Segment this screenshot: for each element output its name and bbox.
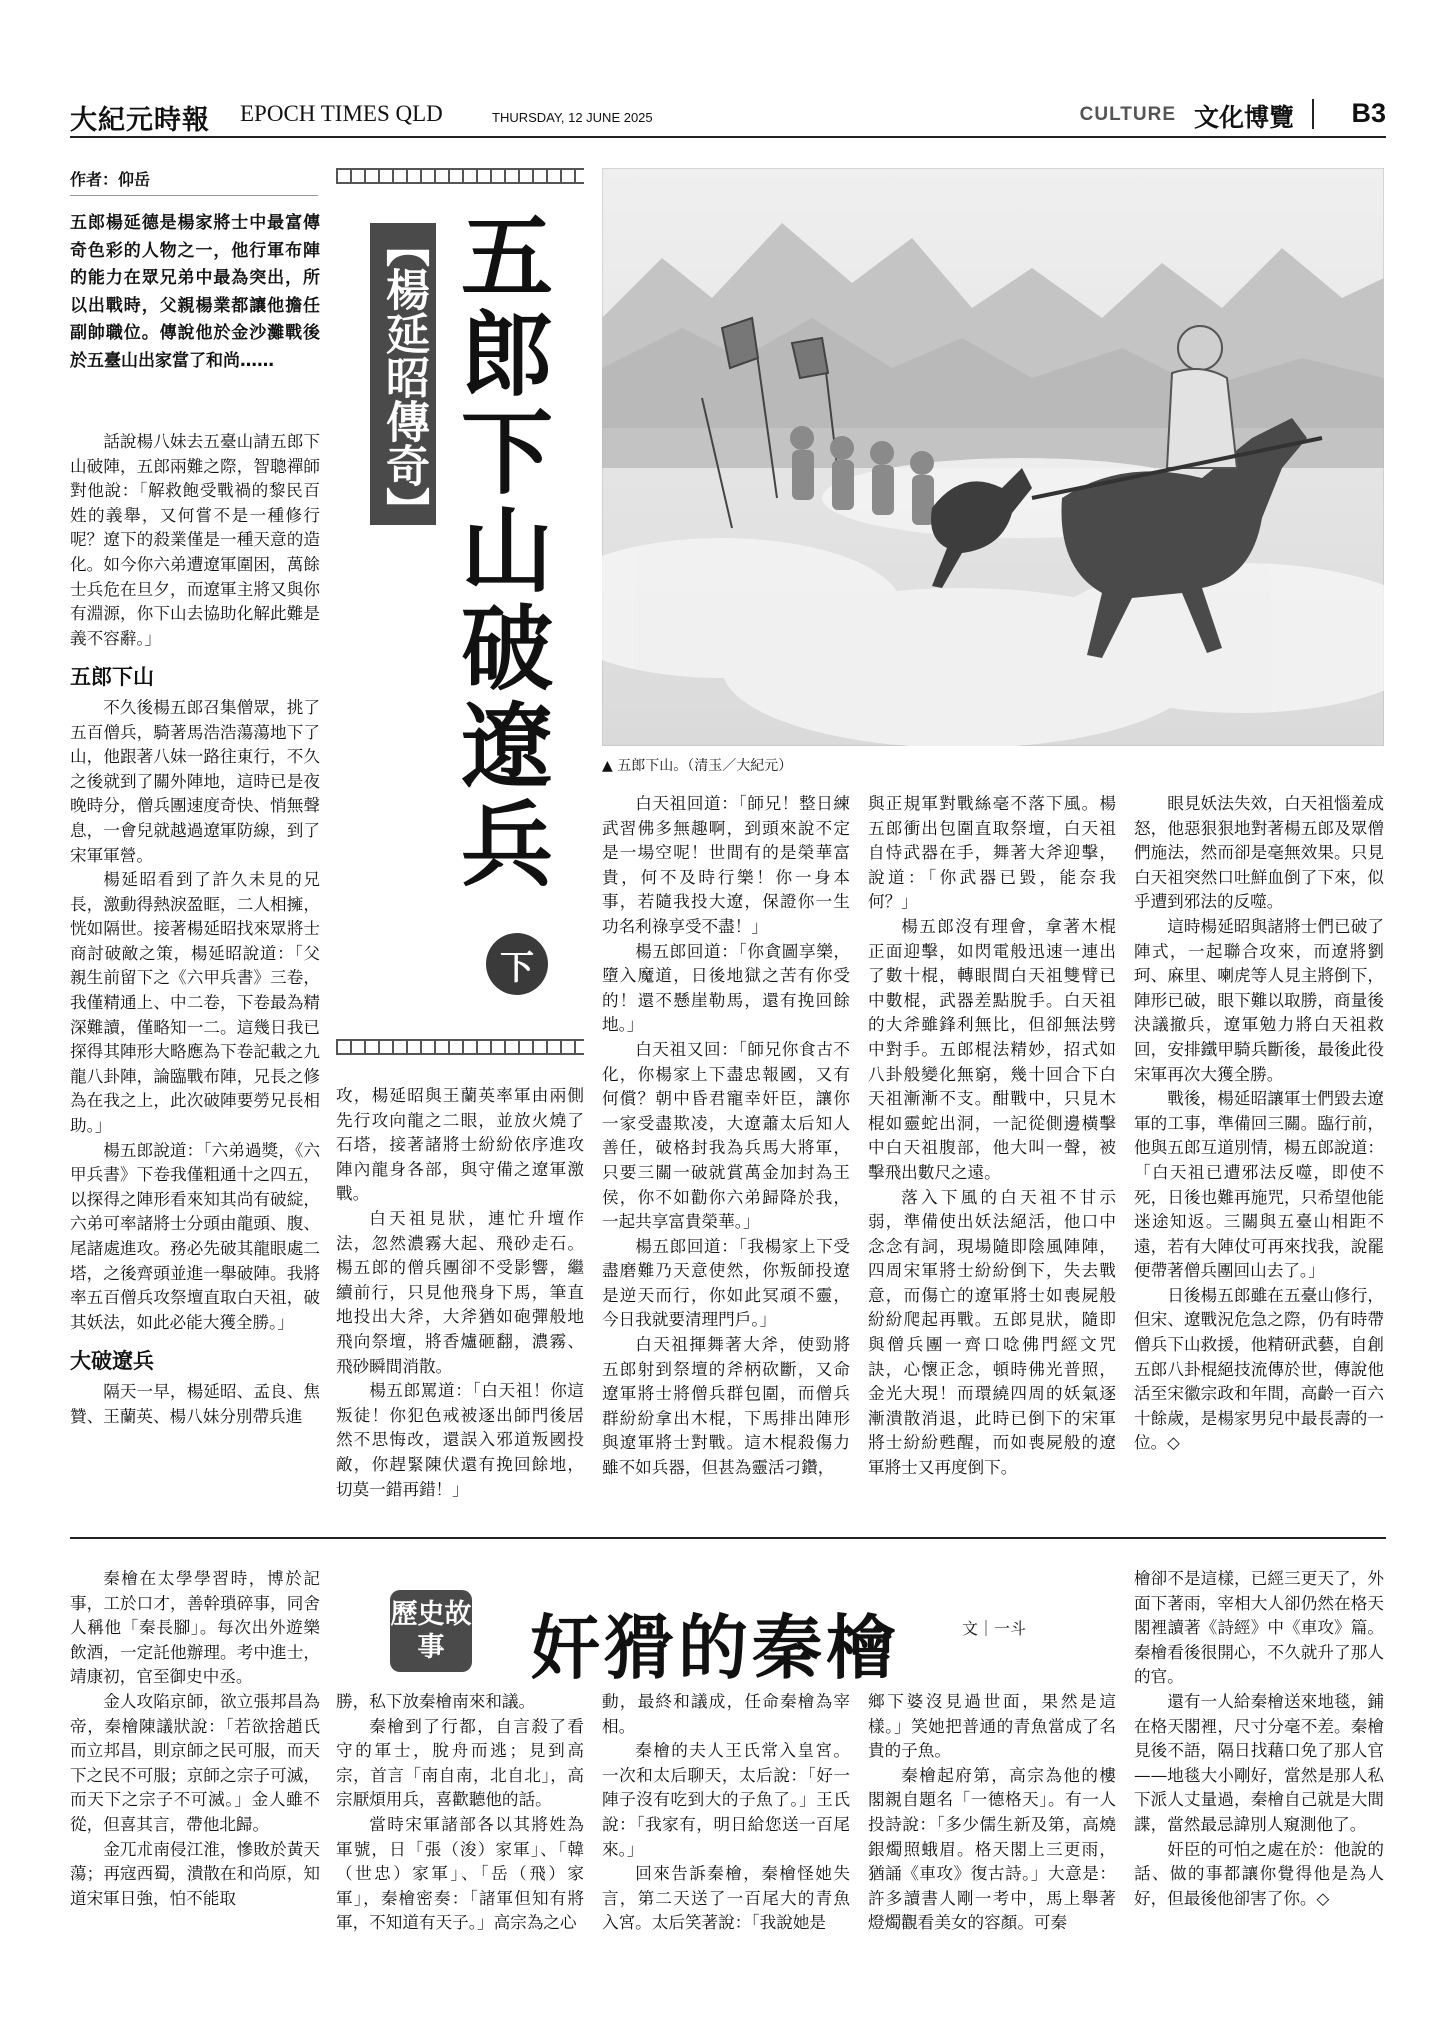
category-badge: 歷史故事 (390, 1590, 472, 1672)
paragraph: 鄉下婆沒見過世面，果然是這樣。」笑她把普通的青魚當成了名貴的子魚。 (868, 1692, 1116, 1761)
part-badge: 下 (486, 933, 548, 995)
paragraph: 檜卻不是這樣，已經三更天了，外面下著雨，宰相大人卻仍然在格天閣裡讀著《詩經》中《車攻》篇。秦檜看後很開心，不久就升了那人的官。 (1134, 1569, 1384, 1687)
page-number: B3 (1351, 98, 1386, 128)
paragraph: 日後楊五郎雖在五臺山修行，但宋、遼戰況危急之際，仍有時帶僧兵下山救援，他精研武藝，自創五郎八卦棍絕技流傳於世，傳說他活至宋徽宗政和年間，高齡一百六十餘歲，是楊家男兒中最長壽的一位。◇ (1134, 1285, 1384, 1453)
story1-column-4 (868, 792, 1116, 1481)
paragraph: 金人攻陷京師，欲立張邦昌為帝，秦檜陳議狀說：「若欲捨趙氏而立邦昌，則京師之民可服，而天下之民不可服；京師之宗子可滅，而天下之宗子不可滅。」金人雖不從，但喜其言，帶他北歸。 (70, 1691, 320, 1834)
subheading: 大破遼兵 (70, 1349, 154, 1374)
illustration (602, 168, 1384, 746)
image-caption: ▲ 五郎下山。（清玉／大紀元） (602, 758, 793, 774)
subheading: 五郎下山 (70, 665, 154, 690)
story2-column-3 (602, 1690, 850, 1936)
paragraph: 楊五郎說道：「六弟過獎，《六甲兵書》下卷我僅粗通十之四五，以探得之陣形看來知其尚有破綻，六弟可率諸將士分頭由龍頭、腹、尾諸處進攻。務必先破其龍眼處二塔，之後齊頭並進一舉破陣。我將率五百僧兵攻祭壇直取白天祖，破其妖法，如此必能大獲全勝。」 (70, 1140, 320, 1332)
paragraph: 秦檜到了行都，自言殺了看守的軍士，脫舟而逃；見到高宗，首言「南自南，北自北」，高宗厭煩用兵，喜歡聽他的話。 (336, 1716, 584, 1810)
byline: 作者：仰岳 (70, 170, 151, 189)
paragraph: 秦檜的夫人王氏常入皇宮。一次和太后聊天，太后說：「好一陣子沒有吃到大的子魚了。」王氏說：「我家有，明日給您送一百尾來。」 (602, 1741, 850, 1859)
paragraph: 楊五郎沒有理會，拿著木棍正面迎擊，如閃電般迅速一連出了數十棍，轉眼間白天祖雙臂已中數棍，武器差點脫手。白天祖的大斧雖鋒利無比，但卻無法劈中對手。五郎棍法精妙，招式如八卦般變化無窮，幾十回合下白天祖漸漸不支。酣戰中，只見木棍如靈蛇出洞，一記從側邊橫擊中白天祖腹部，他大叫一聲，被擊飛出數尺之遠。 (868, 916, 1116, 1182)
paragraph: 白天祖又回：「師兄你食古不化，你楊家上下盡忠報國，又有何償？朝中昏君寵幸奸臣，讓你一家受盡欺凌，大遼蕭太后知人善任，破格封我為兵馬大將軍，只要三關一破就賞萬金加封為王侯，你不如勸你六弟歸降於我，一起共享富貴榮華。」 (602, 1039, 850, 1232)
story2-headline: 奸猾的秦檜 (530, 1607, 900, 1689)
story1-column-2 (336, 1084, 584, 1502)
paragraph: 秦檜起府第，高宗為他的樓閣親自題名「一德格天」。有一人投詩說：「多少儒生新及第，高燒銀燭照蛾眉。格天閣上三更雨，猶誦《車攻》復古詩。」大意是：許多讀書人剛一考中，馬上舉著燈燭觀看美女的容顏。可秦 (868, 1765, 1116, 1933)
section-label-en: CULTURE (1079, 104, 1176, 125)
paragraph: 回來告訴秦檜，秦檜怪她失言，第二天送了一百尾大的青魚入宮。太后笑著說：「我說她是 (602, 1864, 850, 1933)
section-label-zh: 文化博覽 (1193, 103, 1294, 132)
paragraph: 白天祖見狀，連忙升壇作法，忽然濃霧大起、飛砂走石。楊五郎的僧兵團卻不受影響，繼續前行，只見他飛身下馬，筆直地投出大斧，大斧猶如砲彈般地飛向祭壇，將香爐砸翻，濃霧、飛砂瞬間消散。 (336, 1208, 584, 1376)
story2-column-1 (70, 1567, 320, 1911)
greek-key-border-top (336, 168, 584, 184)
paragraph: 金兀朮南侵江淮，慘敗於黃天蕩；再寇西蜀，潰散在和尚原，知道宋軍日強，怕不能取 (70, 1839, 320, 1908)
title-panel (336, 168, 584, 1055)
paragraph: 楊五郎回道：「你貪圖享樂，墮入魔道，日後地獄之苦有你受的！還不懸崖勒馬，還有挽回餘地。」 (602, 941, 850, 1035)
paragraph: 白天祖回道：「師兄！整日練武習佛多無趣啊，到頭來說不定是一場空呢！世間有的是榮華富貴，何不及時行樂！你一身本事，若隨我投大遼，保證你一生功名利祿享受不盡！」 (602, 794, 850, 936)
section-divider (1312, 99, 1314, 129)
paragraph: 秦檜在太學學習時，博於記事，工於口才，善幹瑣碎事，同舍人稱他「秦長腳」。每次出外遊樂飲酒，一定託他辦理。考中進士，靖康初，官至御史中丞。 (70, 1569, 320, 1687)
paragraph: 白天祖揮舞著大斧，使勁將五郎射到祭壇的斧柄砍斷，又命遼軍將士將僧兵群包圍，而僧兵群紛紛拿出木棍，下馬排出陣形與遼軍將士對戰。這木棍殺傷力雖不如兵器，但甚為靈活刁鑽， (602, 1335, 850, 1478)
paragraph: 不久後楊五郎召集僧眾，挑了五百僧兵，騎著馬浩浩蕩蕩地下了山，他跟著八妹一路往東行，不久之後就到了關外陣地，這時已是夜晚時分，僧兵團速度奇快、悄無聲息，一會兒就越過遼軍防線，到了宋軍軍營。 (70, 697, 320, 865)
story1-column-5 (1134, 792, 1384, 1456)
brand-logo: 大紀元時報 (70, 105, 210, 136)
byline-divider (70, 195, 318, 196)
lede-paragraph: 五郎楊延德是楊家將士中最富傳奇色彩的人物之一，他行軍布陣的能力在眾兄弟中最為突出，所以出戰時，父親楊業都讓他擔任副帥職位。傳說他於金沙灘戰後於五臺山出家當了和尚…… (70, 213, 320, 371)
masthead (70, 96, 1386, 138)
headline: 五郎下山破遼兵 (446, 208, 553, 894)
paragraph: 還有一人給秦檜送來地毯，鋪在格天閣裡，尺寸分毫不差。秦檜見後不語，隔日找藉口免了那人官——地毯大小剛好，當然是那人私下派人丈量過，秦檜自己就是大間諜，當然最忌諱別人窺測他了。 (1134, 1691, 1384, 1834)
section-divider (70, 1537, 1386, 1539)
story2-column-2 (336, 1690, 584, 1936)
paragraph: 當時宋軍諸部各以其將姓為軍號，日「張（浚）家軍」、「韓（世忠）家軍」、「岳（飛）家軍」，秦檜密奏：「諸軍但知有將軍，不知道有天子。」高宗為之心 (336, 1814, 584, 1933)
paragraph: 話說楊八妹去五臺山請五郎下山破陣，五郎兩難之際，智聰禪師對他說：「解救飽受戰禍的黎民百姓的義舉，又何嘗不是一種修行呢？遼下的殺業僅是一種天意的造化。如今你六弟遭遼軍圍困，萬餘士兵危在旦夕，而遼軍主將又與你有淵源，你下山去協助化解此難是義不容辭。」 (70, 432, 320, 648)
paragraph: 動，最終和議成，任命秦檜為宰相。 (602, 1692, 850, 1736)
story2-byline: 文｜一斗 (962, 1619, 1027, 1638)
paragraph: 這時楊延昭與諸將士們已破了陣式，一起聯合攻來，而遼將劉珂、麻里、喇虎等人見主將倒下，陣形已破，眼下難以取勝，商量後決議撤兵，遼軍勉力將白天祖救回，安排鐵甲騎兵斷後，最後此役宋軍再次大獲全勝。 (1134, 916, 1384, 1084)
edition-name: EPOCH TIMES QLD (240, 101, 443, 126)
paragraph: 與正規軍對戰絲毫不落下風。楊五郎衝出包圍直取祭壇，白天祖自恃武器在手，舞著大斧迎擊，說道：「你武器已毀，能奈我何？」 (868, 794, 1116, 912)
story1-column-1 (70, 430, 320, 1429)
story2-column-5 (1134, 1567, 1384, 1911)
paragraph: 隔天一早，楊延昭、孟良、焦贊、王蘭英、楊八妹分別帶兵進 (70, 1381, 320, 1426)
series-label: 【楊延昭傳奇】 (370, 223, 436, 525)
issue-date: THURSDAY, 12 JUNE 2025 (492, 110, 653, 125)
paragraph: 楊五郎回道：「我楊家上下受盡磨難乃天意使然，你叛師投遼是逆天而行，你如此冥頑不靈，今日我就要清理門戶。」 (602, 1236, 850, 1330)
story2-column-4 (868, 1690, 1116, 1936)
paragraph: 楊五郎罵道：「白天祖！你這叛徒！你犯色戒被逐出師門後居然不思悔改，還誤入邪道叛國投敵，你趕緊陳伏還有挽回餘地，切莫一錯再錯！」 (336, 1381, 584, 1499)
story1-column-3 (602, 792, 850, 1481)
paragraph: 戰後，楊延昭讓軍士們毀去遼軍的工事，準備回三關。臨行前，他與五郎互道別情，楊五郎說道：「白天祖已遭邪法反噬，即使不死，日後也難再施咒，只希望他能迷途知返。三關與五臺山相距不遠，若有大陣仗可再來找我，說罷便帶著僧兵團回山去了。」 (1134, 1089, 1384, 1281)
paragraph: 奸臣的可怕之處在於：他說的話、做的事都讓你覺得他是為人好，但最後他卻害了你。◇ (1134, 1839, 1384, 1908)
paragraph: 攻，楊延昭與王蘭英率軍由兩側先行攻向龍之二眼，並放火燒了石塔，接著諸將士紛紛依序進攻陣內龍身各部，與守備之遼軍激戰。 (336, 1086, 584, 1204)
paragraph: 楊延昭看到了許久未見的兄長，激動得熱淚盈眶，二人相擁，恍如隔世。接著楊延昭找來眾將士商討破敵之策，楊延昭說道：「父親生前留下之《六甲兵書》三卷，我僅精通上、中二卷，下卷最為精深難讀，僅略知一二。這幾日我已探得其陣形大略應為下卷記載之九龍八卦陣，論臨戰布陣，兄長之修為在我之上，此次破陣要勞兄長相助。」 (70, 870, 320, 1136)
greek-key-border-bottom (336, 1039, 584, 1055)
paragraph: 眼見妖法失效，白天祖惱羞成怒，他惡狠狠地對著楊五郎及眾僧們施法，然而卻是毫無效果。只見白天祖突然口吐鮮血倒了下來，似乎遭到邪法的反噬。 (1134, 794, 1384, 912)
paragraph: 落入下風的白天祖不甘示弱，準備使出妖法絕活，他口中念念有詞，現場隨即陰風陣陣，四周宋軍將士紛紛倒下，失去戰意，而傷亡的遼軍將士如喪屍般紛紛爬起再戰。五郎見狀，隨即與僧兵團一齊口唸佛門經文咒訣，心懷正念，頓時佛光普照，金光大現！而環繞四周的妖氣逐漸潰散消退，此時已倒下的宋軍將士紛紛甦醒，而如喪屍般的遼軍將士又再度倒下。 (868, 1187, 1116, 1478)
paragraph: 勝，私下放秦檜南來和議。 (336, 1692, 536, 1711)
